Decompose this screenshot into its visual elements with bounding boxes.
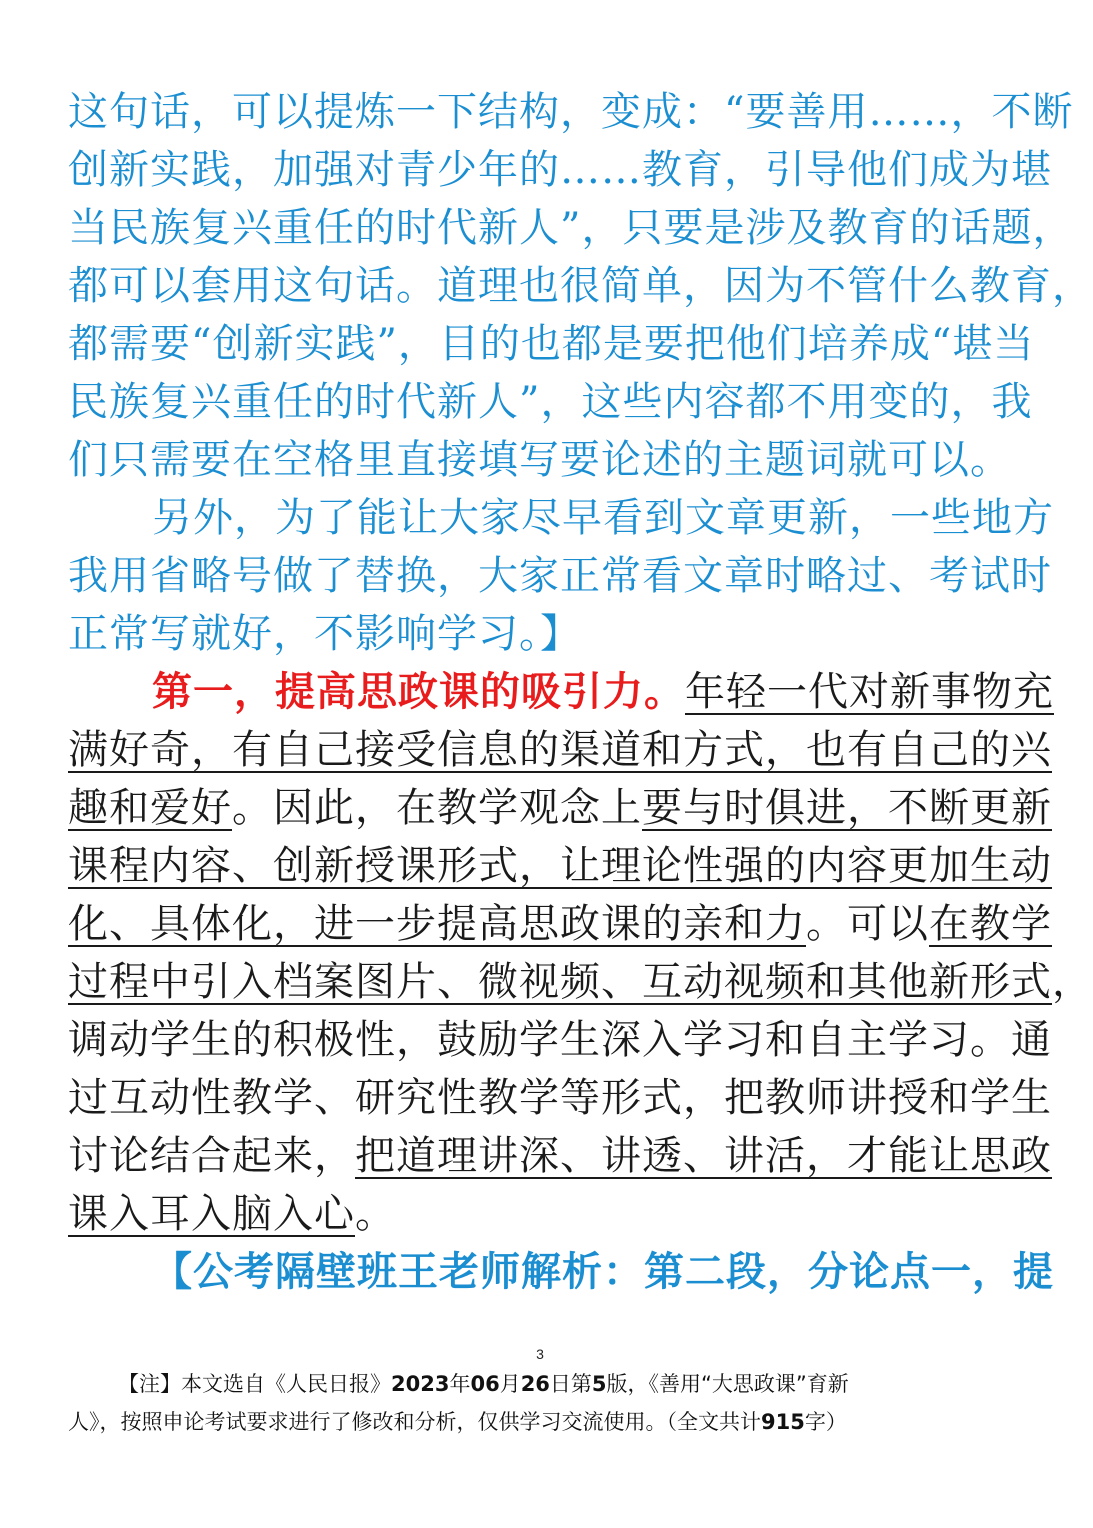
body-text: ，: [1052, 959, 1093, 1005]
commentary-line: 们只需要在空格里直接填写要论述的主题词就可以。: [68, 437, 1011, 483]
body-text: 调动学生的积极性，鼓励学生深入学习和自主学习。通: [68, 1017, 1052, 1063]
body-line: [68, 1130, 1052, 1186]
underlined-text: 满好奇，有自己接受信息的渠道和方式，也有自己的兴: [68, 727, 1052, 773]
body-text: 。因此，在教学观念上: [232, 785, 642, 831]
body-line: [68, 724, 1052, 780]
commentary-line: 都需要“创新实践”，目的也都是要把他们培养成“堪当: [68, 321, 1035, 367]
body-line: [68, 1072, 1052, 1128]
footnote-text: 字）: [804, 1410, 847, 1434]
commentary-line: 当民族复兴重任的时代新人”，只要是涉及教育的话题，: [68, 205, 1074, 251]
underlined-text: 化、具体化，进一步提高思政课的亲和力: [68, 901, 806, 947]
footnote-number: 06: [470, 1372, 500, 1396]
commentary-line: 民族复兴重任的时代新人”，这些内容都不用变的，我: [68, 379, 1033, 425]
underlined-text: 趣和爱好: [68, 785, 232, 831]
footnote-line-1: [68, 1366, 1018, 1402]
body-line: [68, 1014, 1052, 1070]
footnote-number: 26: [520, 1372, 550, 1396]
underlined-text: 过程中引入档案图片、微视频、互动视频和其他新形式: [68, 959, 1052, 1005]
footnote-text: 月: [499, 1372, 521, 1396]
underlined-text: 在教学: [929, 901, 1052, 947]
analysis-heading: 【公考隔壁班王老师解析：第二段，分论点一，提: [152, 1248, 1054, 1295]
underlined-text: 课入耳入脑入心: [68, 1191, 355, 1237]
commentary-line: 我用省略号做了替换，大家正常看文章时略过、考试时: [68, 553, 1052, 599]
footnote-text: 【注】本文选自《人民日报》: [118, 1372, 391, 1396]
footnote-text: 日第: [549, 1372, 592, 1396]
commentary-line: 另外，为了能让大家尽早看到文章更新，一些地方: [152, 495, 1054, 541]
body-line: [68, 666, 1054, 722]
body-text: 过互动性教学、研究性教学等形式，把教师讲授和学生: [68, 1075, 1052, 1121]
body-text: 。可以: [806, 901, 929, 947]
body-text: 讨论结合起来，: [68, 1133, 355, 1179]
page-number: 3: [536, 1346, 544, 1362]
footnote-line-2: [68, 1404, 1018, 1440]
body-line: [68, 782, 1052, 838]
footnote-number: 915: [761, 1410, 805, 1434]
underlined-text: 要与时俱进，不断更新: [642, 785, 1052, 831]
commentary-line: 这句话，可以提炼一下结构，变成：“要善用……，不断: [68, 89, 1074, 135]
body-text: 。: [355, 1191, 396, 1237]
footnote-number: 5: [591, 1372, 607, 1396]
footnote-text: 人》，按照申论考试要求进行了修改和分析，仅供学习交流使用。（全文共计: [68, 1410, 761, 1434]
body-line: [68, 956, 1093, 1012]
body-line: [68, 840, 1052, 896]
underlined-text: 课程内容、创新授课形式，让理论性强的内容更加生动: [68, 843, 1052, 889]
underlined-text: 年轻一代对新事物充: [685, 669, 1054, 715]
body-line: [68, 898, 1052, 954]
commentary-line: 正常写就好，不影响学习。】: [68, 611, 581, 657]
commentary-line: 创新实践，加强对青少年的……教育，引导他们成为堪: [68, 147, 1052, 193]
footnote-text: 年: [449, 1372, 471, 1396]
footnote-number: 2023: [391, 1372, 450, 1396]
commentary-line: 都可以套用这句话。道理也很简单，因为不管什么教育，: [68, 263, 1093, 309]
footnote-text: 版，《善用“大思政课”育新: [606, 1372, 849, 1396]
subpoint-heading: 第一，提高思政课的吸引力。: [152, 668, 685, 715]
underlined-text: 把道理讲深、讲透、讲活，才能让思政: [355, 1133, 1052, 1179]
body-line: [68, 1188, 1013, 1244]
